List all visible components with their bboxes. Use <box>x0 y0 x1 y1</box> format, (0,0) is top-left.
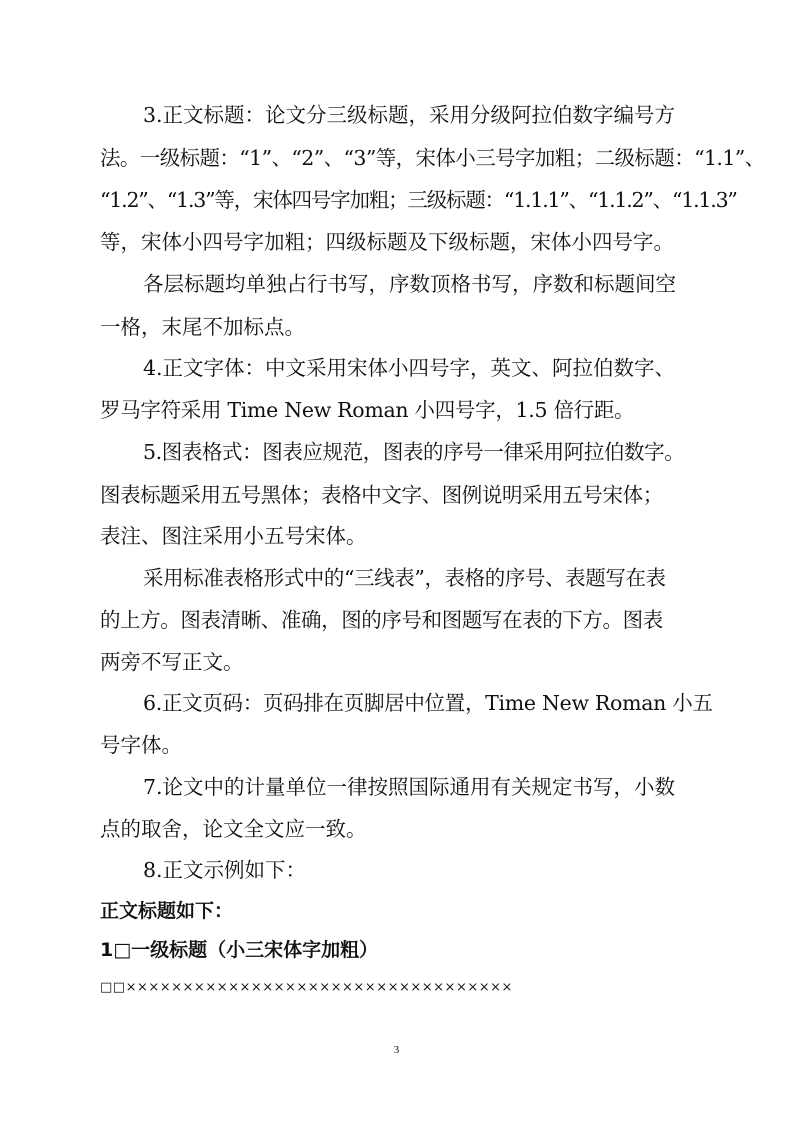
body-line <box>0 524 793 564</box>
body-line <box>0 398 793 438</box>
body-line <box>0 230 793 270</box>
line-text: 图表标题采用五号黑体；表格中文字、图例说明采用五号宋体； <box>100 483 663 507</box>
body-line <box>0 483 793 523</box>
line-text: 表注、图注采用小五号宋体。 <box>100 524 367 548</box>
line-text: 等，宋体小四号字加粗；四级标题及下级标题，宋体小四号字。 <box>100 230 674 254</box>
example-heading-text: 正文标题如下： <box>100 900 234 922</box>
line-text: 号字体。 <box>100 733 182 757</box>
body-line <box>0 733 793 773</box>
level1-heading-text: 1□一级标题（小三宋体字加粗） <box>100 939 379 961</box>
example-heading <box>0 899 793 939</box>
line-text: 7.论文中的计量单位一律按照国际通用有关规定书写，小数 <box>143 775 676 799</box>
line-text: 8.正文示例如下： <box>143 858 307 882</box>
body-line <box>0 858 793 898</box>
line-text: 各层标题均单独占行书写，序数顶格书写，序数和标题间空 <box>143 272 676 296</box>
page-number: 3 <box>393 1044 400 1056</box>
body-line <box>0 188 793 228</box>
level1-heading-example <box>0 938 793 978</box>
placeholder-line <box>0 976 793 1016</box>
placeholder-text: □□×××××××××××××××××××××××××××××××××× <box>100 980 513 995</box>
body-line <box>0 146 793 186</box>
body-line <box>0 650 793 690</box>
body-line <box>0 440 793 480</box>
line-text: 法。一级标题：“1”、“2”、“3”等，宋体小三号字加粗；二级标题：“1.1”、 <box>100 146 765 170</box>
line-text: “1.2”、“1.3”等，宋体四号字加粗；三级标题：“1.1.1”、“1.1.2”、“1.1.3” <box>100 188 737 212</box>
line-text: 两旁不写正文。 <box>100 650 244 674</box>
line-text: 罗马字符采用 Time New Roman 小四号字，1.5 倍行距。 <box>100 398 635 422</box>
line-text: 一格，末尾不加标点。 <box>100 315 305 339</box>
body-line <box>0 817 793 857</box>
body-line <box>0 608 793 648</box>
body-line <box>0 356 793 396</box>
line-text: 5.图表格式：图表应规范，图表的序号一律采用阿拉伯数字。 <box>143 440 685 464</box>
line-text: 4.正文字体：中文采用宋体小四号字，英文、阿拉伯数字、 <box>143 356 676 380</box>
line-text: 6.正文页码：页码排在页脚居中位置，Time New Roman 小五 <box>143 691 713 715</box>
body-line <box>0 315 793 355</box>
body-line <box>0 272 793 312</box>
body-line <box>0 103 793 143</box>
body-line <box>0 691 793 731</box>
line-text: 点的取舍，论文全文应一致。 <box>100 817 367 841</box>
line-text: 3.正文标题：论文分三级标题，采用分级阿拉伯数字编号方 <box>143 103 676 127</box>
body-line <box>0 775 793 815</box>
line-text: 采用标准表格形式中的“三线表”，表格的序号、表题写在表 <box>143 566 666 590</box>
body-line <box>0 566 793 606</box>
line-text: 的上方。图表清晰、准确，图的序号和图题写在表的下方。图表 <box>100 608 663 632</box>
